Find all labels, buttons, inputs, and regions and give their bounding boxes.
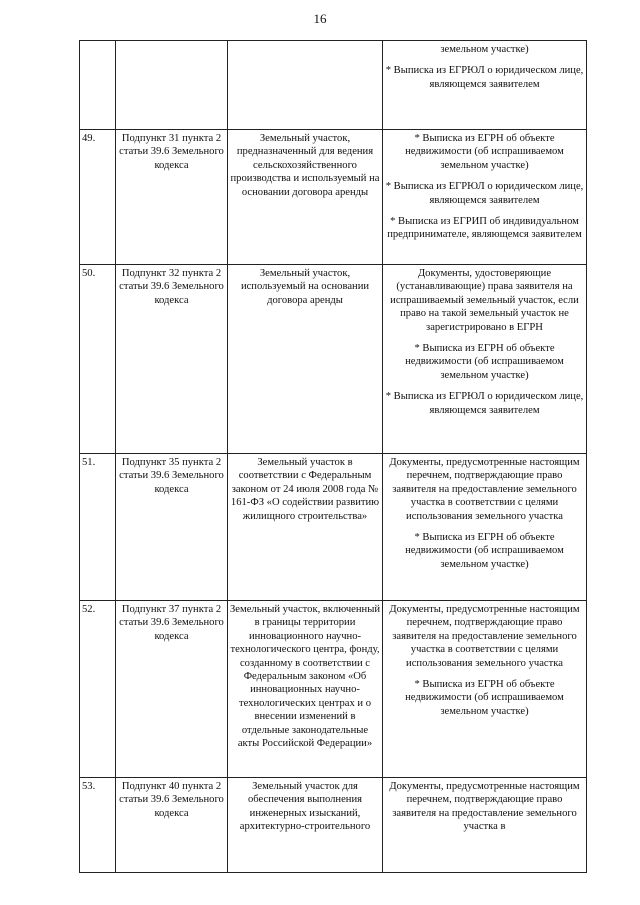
docs-cell (383, 601, 587, 778)
docs-paragraph: * Выписка из ЕГРН об объекте недвижимости (об испрашиваемом земельном участке) (405, 532, 564, 570)
row-number: 53. (80, 778, 116, 873)
land-plot-description: Земельный участок, используемый на основании договора аренды (228, 265, 383, 454)
legal-basis: Подпункт 35 пункта 2 статьи 39.6 Земельного кодекса (116, 454, 228, 601)
docs-cell (383, 130, 587, 265)
docs-paragraph: * Выписка из ЕГРЮЛ о юридическом лице, являющемся заявителем (385, 391, 584, 416)
docs-paragraph: * Выписка из ЕГРЮЛ о юридическом лице, являющемся заявителем (385, 181, 584, 206)
table-row (80, 265, 587, 454)
docs-paragraph: Документы, предусмотренные настоящим перечнем, подтверждающие право заявителя на предоставление земельного участка в соответствии с целями использования земельного участка (389, 457, 580, 522)
legal-basis: Подпункт 40 пункта 2 статьи 39.6 Земельного кодекса (116, 778, 228, 873)
row-number: 52. (80, 601, 116, 778)
table-row (80, 601, 587, 778)
table-row-continuation (80, 41, 587, 130)
docs-paragraph: * Выписка из ЕГРН об объекте недвижимости (об испрашиваемом земельном участке) (405, 133, 564, 171)
land-plot-description: Земельный участок, предназначенный для ведения сельскохозяйственного производства и используемый на основании договора аренды (228, 130, 383, 265)
docs-paragraph: Документы, предусмотренные настоящим перечнем, подтверждающие право заявителя на предоставление земельного участка в (389, 781, 580, 833)
docs-paragraph: * Выписка из ЕГРН об объекте недвижимости (об испрашиваемом земельном участке) (405, 343, 564, 381)
land-plot-description: Земельный участок в соответствии с Федеральным законом от 24 июля 2008 года № 161-ФЗ «О содействии развитию жилищного строительства» (228, 454, 383, 601)
land-plot-description: Земельный участок для обеспечения выполнения инженерных изысканий, архитектурно-строительного (228, 778, 383, 873)
table-row (80, 778, 587, 873)
land-plot-description: Земельный участок, включенный в границы территории инновационного научно-технологического центра, фонду, созданному в соответствии с Федеральным законом «Об инновационных научно-технологических центрах и о внесении изменений в отдельные законодательные акты Российской Федерации» (228, 601, 383, 778)
docs-paragraph: * Выписка из ЕГРИП об индивидуальном предпринимателе, являющемся заявителем (387, 216, 582, 241)
docs-cell (383, 454, 587, 601)
row-number: 51. (80, 454, 116, 601)
legal-basis: Подпункт 37 пункта 2 статьи 39.6 Земельного кодекса (116, 601, 228, 778)
docs-paragraph: Документы, удостоверяющие (устанавливающие) права заявителя на испрашиваемый земельный участок, если право на такой земельный участок не зарегистрировано в ЕГРН (390, 268, 579, 333)
row-number: 49. (80, 130, 116, 265)
docs-cell (383, 41, 587, 130)
legal-basis: Подпункт 32 пункта 2 статьи 39.6 Земельного кодекса (116, 265, 228, 454)
docs-paragraph: * Выписка из ЕГРЮЛ о юридическом лице, являющемся заявителем (385, 65, 584, 90)
docs-paragraph: * Выписка из ЕГРН об объекте недвижимости (об испрашиваемом земельном участке) (405, 679, 564, 717)
legal-basis: Подпункт 31 пункта 2 статьи 39.6 Земельного кодекса (116, 130, 228, 265)
docs-paragraph: Документы, предусмотренные настоящим перечнем, подтверждающие право заявителя на предоставление земельного участка в соответствии с целями использования земельного участка (389, 604, 580, 669)
row-number: 50. (80, 265, 116, 454)
page-number: 16 (313, 11, 327, 26)
docs-paragraph: земельном участке) (440, 44, 529, 55)
document-table (79, 40, 587, 873)
docs-cell (383, 265, 587, 454)
docs-cell (383, 778, 587, 873)
table-row (80, 454, 587, 601)
table-row (80, 130, 587, 265)
